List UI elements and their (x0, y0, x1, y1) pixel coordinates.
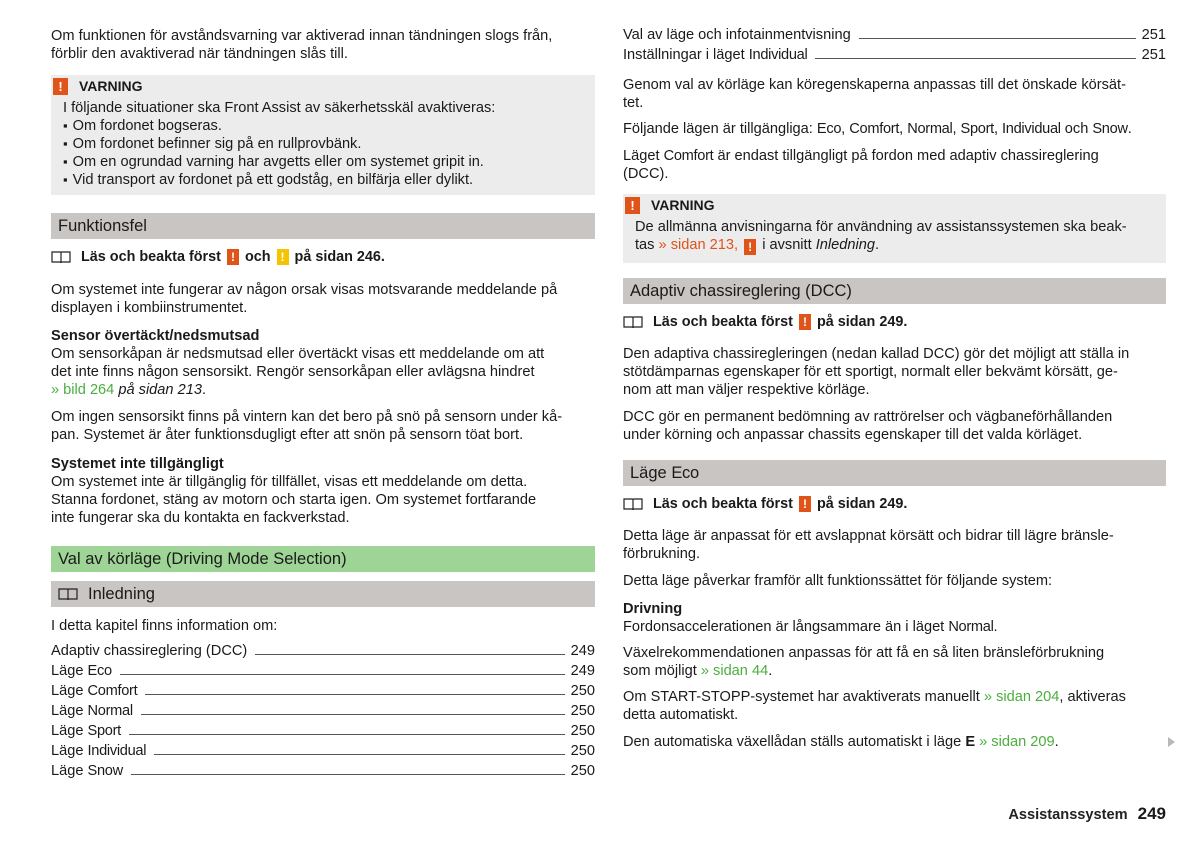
text-line: nom att man väljer respektive körläge. (623, 382, 870, 398)
toc-leader (131, 774, 565, 775)
chapter-heading-driving-mode: Val av körläge (Driving Mode Selection) (51, 546, 595, 572)
paragraph (51, 455, 595, 527)
page-footer (1008, 805, 1166, 824)
text-line: förbrukning. (623, 546, 701, 562)
toc-leader (154, 754, 564, 755)
paragraph (623, 76, 1166, 112)
book-icon (623, 315, 643, 329)
section-heading-eco (623, 460, 1166, 486)
warning-heading (625, 196, 715, 214)
mode-name: Comfort (663, 148, 714, 164)
toc-page: 251 (1141, 27, 1166, 43)
paragraph: Den automatiska växellådan ställs automatiskt i läge E » sidan 209. (623, 734, 1059, 750)
toc-page: 251 (1141, 47, 1166, 63)
paragraph (623, 408, 1166, 444)
paragraph (51, 327, 595, 399)
toc-mode: Individual (87, 743, 147, 759)
gear-letter: E (965, 734, 976, 750)
warning-intro: I följande situationer ska Front Assist av säkerhetsskäl avaktiveras: (63, 100, 496, 116)
subheading: Drivning (623, 601, 683, 617)
paragraph (623, 644, 1166, 680)
mode-name: Individual (1002, 121, 1061, 137)
text-line: tas » sidan 213, ! i avsnitt Inledning. (635, 237, 880, 254)
paragraph (623, 688, 1166, 724)
text-span: tas (635, 237, 655, 253)
toc-mode: Snow (87, 763, 123, 779)
figure-link[interactable]: » bild 264 (51, 382, 115, 398)
text-line: Detta läge är anpassat för ett avslappnat körsätt och bidrar till lägre bränsle- (623, 528, 1114, 544)
warning-icon: ! (799, 496, 811, 512)
page-link[interactable]: » sidan 213, (658, 237, 739, 253)
toc-mode: Eco (87, 663, 112, 679)
text-span: Om START-STOPP-systemet har avaktiverats manuellt (623, 689, 980, 705)
page-link[interactable]: » sidan 204 (983, 689, 1060, 705)
text-line: (DCC). (623, 166, 669, 182)
toc-leader (145, 694, 564, 695)
page-number: 249 (1137, 804, 1166, 823)
toc-mode: Comfort (87, 683, 138, 699)
intro-line: förblir den avaktiverad när tändningen slås till. (51, 46, 348, 62)
text-line: Stanna fordonet, stäng av motorn och starta igen. Om systemet fortfarande (51, 492, 537, 508)
read-first-note (623, 495, 1166, 513)
warning-label: VARNING (651, 197, 715, 213)
warning-icon: ! (53, 78, 68, 95)
list-item: ▪ Om fordonet befinner sig på en rullprovbänk. (63, 135, 587, 153)
section-ref: Inledning (815, 237, 875, 253)
paragraph (51, 281, 595, 317)
text-line: Växelrekommendationen anpassas för att få en så liten bränsleförbrukning (623, 645, 1105, 661)
text-line: Genom val av körläge kan köregenskaperna anpassas till det önskade körsät- (623, 77, 1126, 93)
text-line: detta automatiskt. (623, 707, 739, 723)
toc-row[interactable] (51, 642, 595, 660)
warning-icon: ! (625, 197, 640, 214)
list-item: ▪ Om fordonet bogseras. (63, 117, 587, 135)
read-first-page: på sidan 249. (816, 314, 908, 330)
read-first-note (623, 313, 1166, 331)
toc-page: 250 (570, 683, 595, 699)
text-line: DCC gör en permanent bedömning av rattrörelser och vägbaneförhållanden (623, 409, 1113, 425)
mode-name: Normal (907, 121, 953, 137)
warning-icon: ! (744, 239, 756, 255)
caution-icon: ! (277, 249, 289, 265)
toc-leader (255, 654, 564, 655)
text-span: och (1064, 121, 1089, 137)
text-line: under körning och anpassar chassits egenskaper till det valda körläget. (623, 427, 1083, 443)
text-line (623, 688, 1166, 706)
toc-label: Adaptiv chassireglering (DCC) (51, 643, 248, 659)
text-span: Läget (623, 148, 660, 164)
warning-icon: ! (227, 249, 239, 265)
toc-label: Läge (51, 703, 84, 719)
section-heading-inledning (51, 581, 595, 607)
toc-page: 250 (570, 723, 595, 739)
text-span: som möjligt (623, 663, 697, 679)
toc-row[interactable] (51, 722, 595, 740)
page-link[interactable]: » sidan 209 (979, 734, 1055, 750)
paragraph (623, 147, 1166, 183)
read-first-page: på sidan 249. (816, 496, 908, 512)
read-first-text: Läs och beakta först (653, 314, 793, 330)
toc-row[interactable] (51, 702, 595, 720)
toc-page: 250 (570, 703, 595, 719)
page-link[interactable]: » sidan 44 (700, 663, 769, 679)
book-icon (623, 497, 643, 511)
read-first-and: och (244, 249, 271, 265)
intro-line: Om funktionen för avståndsvarning var aktiverad innan tändningen slogs från, (51, 28, 553, 44)
warning-heading (53, 77, 143, 95)
toc-leader (141, 714, 565, 715)
toc-row[interactable] (51, 682, 595, 700)
text-line: De allmänna anvisningarna för användning av assistanssystemen ska beak- (635, 219, 1127, 235)
toc-leader (129, 734, 565, 735)
intro-paragraph (51, 27, 595, 63)
footer-section-name: Assistanssystem (1008, 807, 1128, 823)
toc-page: 249 (570, 663, 595, 679)
warning-body (63, 99, 587, 189)
toc-leader (815, 58, 1135, 59)
toc-label: Läge (51, 683, 84, 699)
mode-name: Eco (671, 464, 699, 482)
warning-body (635, 218, 1158, 255)
modes-paragraph: Följande lägen är tillgängliga: Eco, Comfort, Normal, Sport, Individual och Snow. (623, 121, 1132, 137)
toc-label: Läge (51, 663, 84, 679)
book-icon (51, 250, 71, 264)
toc-row[interactable] (51, 762, 595, 780)
mode-name: Eco (816, 121, 842, 137)
text-line: Om ingen sensorsikt finns på vintern kan det bero på snö på sensorn under kå- (51, 409, 563, 425)
toc-label: Läge (51, 763, 84, 779)
paragraph (623, 345, 1166, 399)
toc-label: Läge (51, 723, 84, 739)
text-span: , aktiveras (1059, 689, 1126, 705)
paragraph: Detta läge påverkar framför allt funktionssättet för följande system: (623, 573, 1053, 589)
section-heading-funktionsfel: Funktionsfel (51, 213, 595, 239)
paragraph (623, 527, 1166, 563)
text-line: Fordonsaccelerationen är långsammare än i läget Normal. (623, 619, 998, 635)
mode-name: Normal (948, 619, 994, 635)
warning-icon: ! (799, 314, 811, 330)
subheading: Sensor övertäckt/nedsmutsad (51, 328, 260, 344)
paragraph (51, 408, 595, 444)
toc-mode: Individual (748, 47, 808, 63)
toc-row[interactable] (51, 662, 595, 680)
page-ref: på sidan 213 (118, 382, 202, 398)
text-span: Följande lägen är tillgängliga: (623, 121, 813, 137)
toc-row[interactable] (623, 26, 1166, 44)
text-span: Fordonsaccelerationen är långsammare än i läget (623, 619, 945, 635)
mode-name: Sport (960, 121, 994, 137)
text-line (623, 147, 1166, 165)
warning-box (51, 75, 595, 195)
warning-box (623, 194, 1166, 263)
toc-row[interactable] (51, 742, 595, 760)
book-icon (58, 587, 78, 601)
toc-mode: Normal (87, 703, 133, 719)
toc-label: Val av läge och infotainmentvisning (623, 27, 851, 43)
toc-row[interactable] (623, 46, 1166, 64)
continue-arrow-icon (1168, 737, 1175, 747)
list-item: ▪ Vid transport av fordonet på ett godståg, en bilfärja eller dylikt. (63, 171, 587, 189)
text-line: som möjligt » sidan 44. (623, 663, 773, 679)
text-line: displayen i kombiinstrumentet. (51, 300, 248, 316)
toc-page: 249 (570, 643, 595, 659)
subheading: Systemet inte tillgängligt (51, 456, 224, 472)
mode-name: Comfort (849, 121, 900, 137)
read-first-page: på sidan 246. (294, 249, 385, 265)
text-span: Den automatiska växellådan ställs automatiskt i läge (623, 734, 962, 750)
text-line: det inte finns någon sensorsikt. Rengör sensorkåpan eller avlägsna hindret (51, 364, 535, 380)
text-line: Om systemet inte är tillgänglig för tillfället, visas ett meddelande om detta. (51, 474, 528, 490)
text-line: » bild 264 på sidan 213. (51, 382, 207, 398)
read-first-text: Läs och beakta först (81, 249, 221, 265)
toc-label: Inställningar i läget (623, 47, 745, 63)
text-line: tet. (623, 95, 644, 111)
read-first-note (51, 248, 595, 266)
text-span: är endast tillgängligt på fordon med adaptiv chassireglering (717, 148, 1099, 164)
warning-list (63, 117, 587, 189)
warning-label: VARNING (79, 78, 143, 94)
text-line: Om sensorkåpan är nedsmutsad eller övertäckt visas ett meddelande om att (51, 346, 545, 362)
inledning-label: Inledning (88, 585, 155, 603)
text-line: stötdämparnas egenskaper för ett sportigt, normalt eller bekvämt körsätt, ge- (623, 364, 1118, 380)
toc-page: 250 (570, 743, 595, 759)
section-heading-dcc: Adaptiv chassireglering (DCC) (623, 278, 1166, 304)
mode-name: Snow (1092, 121, 1128, 137)
toc-leader (120, 674, 565, 675)
text-line: pan. Systemet är åter funktionsdugligt efter att snön på sensorn töat bort. (51, 427, 524, 443)
text-line: Den adaptiva chassiregleringen (nedan kallad DCC) gör det möjligt att ställa in (623, 346, 1130, 362)
text-line: Om systemet inte fungerar av någon orsak visas motsvarande meddelande på (51, 282, 558, 298)
heading-text: Läge (630, 464, 667, 482)
paragraph (623, 600, 1166, 636)
toc-leader (859, 38, 1136, 39)
text-span: i avsnitt (762, 237, 812, 253)
toc-label: Läge (51, 743, 84, 759)
toc-page: 250 (570, 763, 595, 779)
text-line: inte fungerar ska du kontakta en fackverkstad. (51, 510, 350, 526)
list-item: ▪ Om en ogrundad varning har avgetts eller om systemet gripit in. (63, 153, 587, 171)
read-first-text: Läs och beakta först (653, 496, 793, 512)
toc-intro: I detta kapitel finns information om: (51, 618, 278, 634)
toc-mode: Sport (87, 723, 121, 739)
